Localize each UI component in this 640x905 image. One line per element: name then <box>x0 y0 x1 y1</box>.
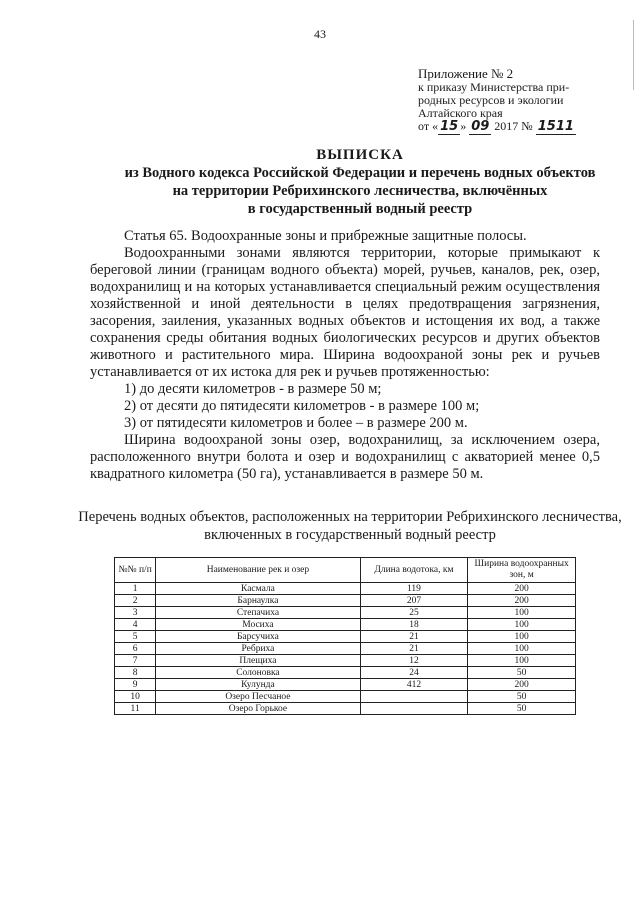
annex-line: к приказу Министерства при- <box>418 80 570 94</box>
cell-length: 24 <box>360 667 468 679</box>
cell-width: 100 <box>468 607 576 619</box>
cell-name: Ребриха <box>156 643 360 655</box>
table-row <box>115 655 576 667</box>
table-row <box>115 631 576 643</box>
cell-name: Озеро Горькое <box>156 703 360 715</box>
annex-day-handwritten: 15 <box>440 119 459 134</box>
cell-length: 207 <box>360 595 468 607</box>
annex-date-line <box>418 120 598 133</box>
table-row <box>115 703 576 715</box>
cell-num: 5 <box>115 631 156 643</box>
cell-length: 119 <box>360 583 468 595</box>
cell-width: 200 <box>468 595 576 607</box>
table-row <box>115 643 576 655</box>
cell-length: 25 <box>360 607 468 619</box>
annex-date-prefix: от « <box>418 119 439 133</box>
list-item: 2) от десяти до пятидесяти километров - в размере 100 м; <box>124 398 480 414</box>
cell-length <box>360 703 468 715</box>
list-title: Перечень водных объектов, расположенных на территории Ребрихинского лесничества, включенных в государственный водный реестр <box>78 509 622 543</box>
cell-name: Степачиха <box>156 607 360 619</box>
header-length: Длина водотока, км <box>360 558 468 583</box>
cell-width: 200 <box>468 583 576 595</box>
annex-header <box>418 66 598 133</box>
cell-width: 200 <box>468 679 576 691</box>
list-item: 1) до десяти километров - в размере 50 м; <box>124 381 382 397</box>
table-row <box>115 691 576 703</box>
annex-title: Приложение № 2 <box>418 66 514 81</box>
cell-num: 8 <box>115 667 156 679</box>
cell-name: Плещиха <box>156 655 360 667</box>
table-row <box>115 595 576 607</box>
table-row <box>115 679 576 691</box>
cell-name: Касмала <box>156 583 360 595</box>
table-row <box>115 607 576 619</box>
article-heading: Статья 65. Водоохранные зоны и прибрежные защитные полосы. <box>124 228 527 244</box>
header-name: Наименование рек и озер <box>156 558 360 583</box>
title-sub-line: из Водного кодекса Российской Федерации и перечень водных объектов <box>124 165 596 181</box>
table-row <box>115 583 576 595</box>
annex-line: родных ресурсов и экологии <box>418 93 564 107</box>
cell-length: 12 <box>360 655 468 667</box>
cell-length <box>360 691 468 703</box>
list-item: 3) от пятидесяти километров и более – в размере 200 м. <box>124 415 468 431</box>
cell-name: Озеро Песчаное <box>156 691 360 703</box>
annex-month-handwritten: 09 <box>471 119 490 134</box>
table-row <box>115 667 576 679</box>
title-sub-line: в государственный водный реестр <box>247 201 473 217</box>
cell-length: 412 <box>360 679 468 691</box>
cell-num: 6 <box>115 643 156 655</box>
table-header-row <box>115 558 576 583</box>
cell-num: 2 <box>115 595 156 607</box>
cell-length: 21 <box>360 631 468 643</box>
page-number: 43 <box>314 27 326 41</box>
cell-name: Солоновка <box>156 667 360 679</box>
cell-width: 100 <box>468 631 576 643</box>
cell-num: 10 <box>115 691 156 703</box>
cell-num: 1 <box>115 583 156 595</box>
cell-width: 100 <box>468 643 576 655</box>
cell-width: 50 <box>468 667 576 679</box>
table-row <box>115 619 576 631</box>
header-width: Ширина водоохранных зон, м <box>468 558 576 583</box>
cell-name: Барсучиха <box>156 631 360 643</box>
cell-num: 3 <box>115 607 156 619</box>
cell-name: Кулунда <box>156 679 360 691</box>
cell-num: 4 <box>115 619 156 631</box>
header-num: №№ п/п <box>115 558 156 583</box>
cell-width: 100 <box>468 619 576 631</box>
paragraph-lakes: Ширина водоохраной зоны озер, водохранилищ, за исключением озера, расположенного внутри болота и озер и водохранилищ с акваторией менее 0,5 квадратного километра (50 га), устанавливается в размере 50 м. <box>90 432 600 482</box>
cell-width: 50 <box>468 703 576 715</box>
body-text <box>90 228 600 483</box>
title-main: ВЫПИСКА <box>316 147 404 163</box>
annex-year: 2017 № <box>494 119 533 133</box>
cell-num: 11 <box>115 703 156 715</box>
cell-length: 21 <box>360 643 468 655</box>
annex-date-mid: » <box>460 119 467 133</box>
cell-width: 100 <box>468 655 576 667</box>
annex-number-handwritten: 1511 <box>537 119 574 134</box>
paragraph-water-zones: Водоохранными зонами являются территории, которые примыкают к береговой линии (границам водного объекта) морей, ручьев, каналов, рек, озер, водохранилищ и на которых устанавливается специальный режим осуществления хозяйственной и иной деятельности в целях предотвращения загрязнения, засорения, заиления, указанных водных объектов и истощения их вод, а также сохранения среды обитания водных биологических ресурсов и других объектов животного и растительного мира. Ширина водоохраной зоны рек и ручьев устанавливается от их истока для рек и ручьев протяженностью: <box>90 245 600 380</box>
document-title <box>60 146 640 218</box>
title-sub-line: на территории Ребрихинского лесничества, включённых <box>172 183 548 199</box>
cell-name: Барнаулка <box>156 595 360 607</box>
cell-width: 50 <box>468 691 576 703</box>
cell-name: Мосиха <box>156 619 360 631</box>
cell-num: 9 <box>115 679 156 691</box>
scan-edge-line <box>633 20 634 90</box>
cell-length: 18 <box>360 619 468 631</box>
annex-line: Алтайского края <box>418 106 503 120</box>
cell-num: 7 <box>115 655 156 667</box>
water-objects-table <box>114 557 576 715</box>
